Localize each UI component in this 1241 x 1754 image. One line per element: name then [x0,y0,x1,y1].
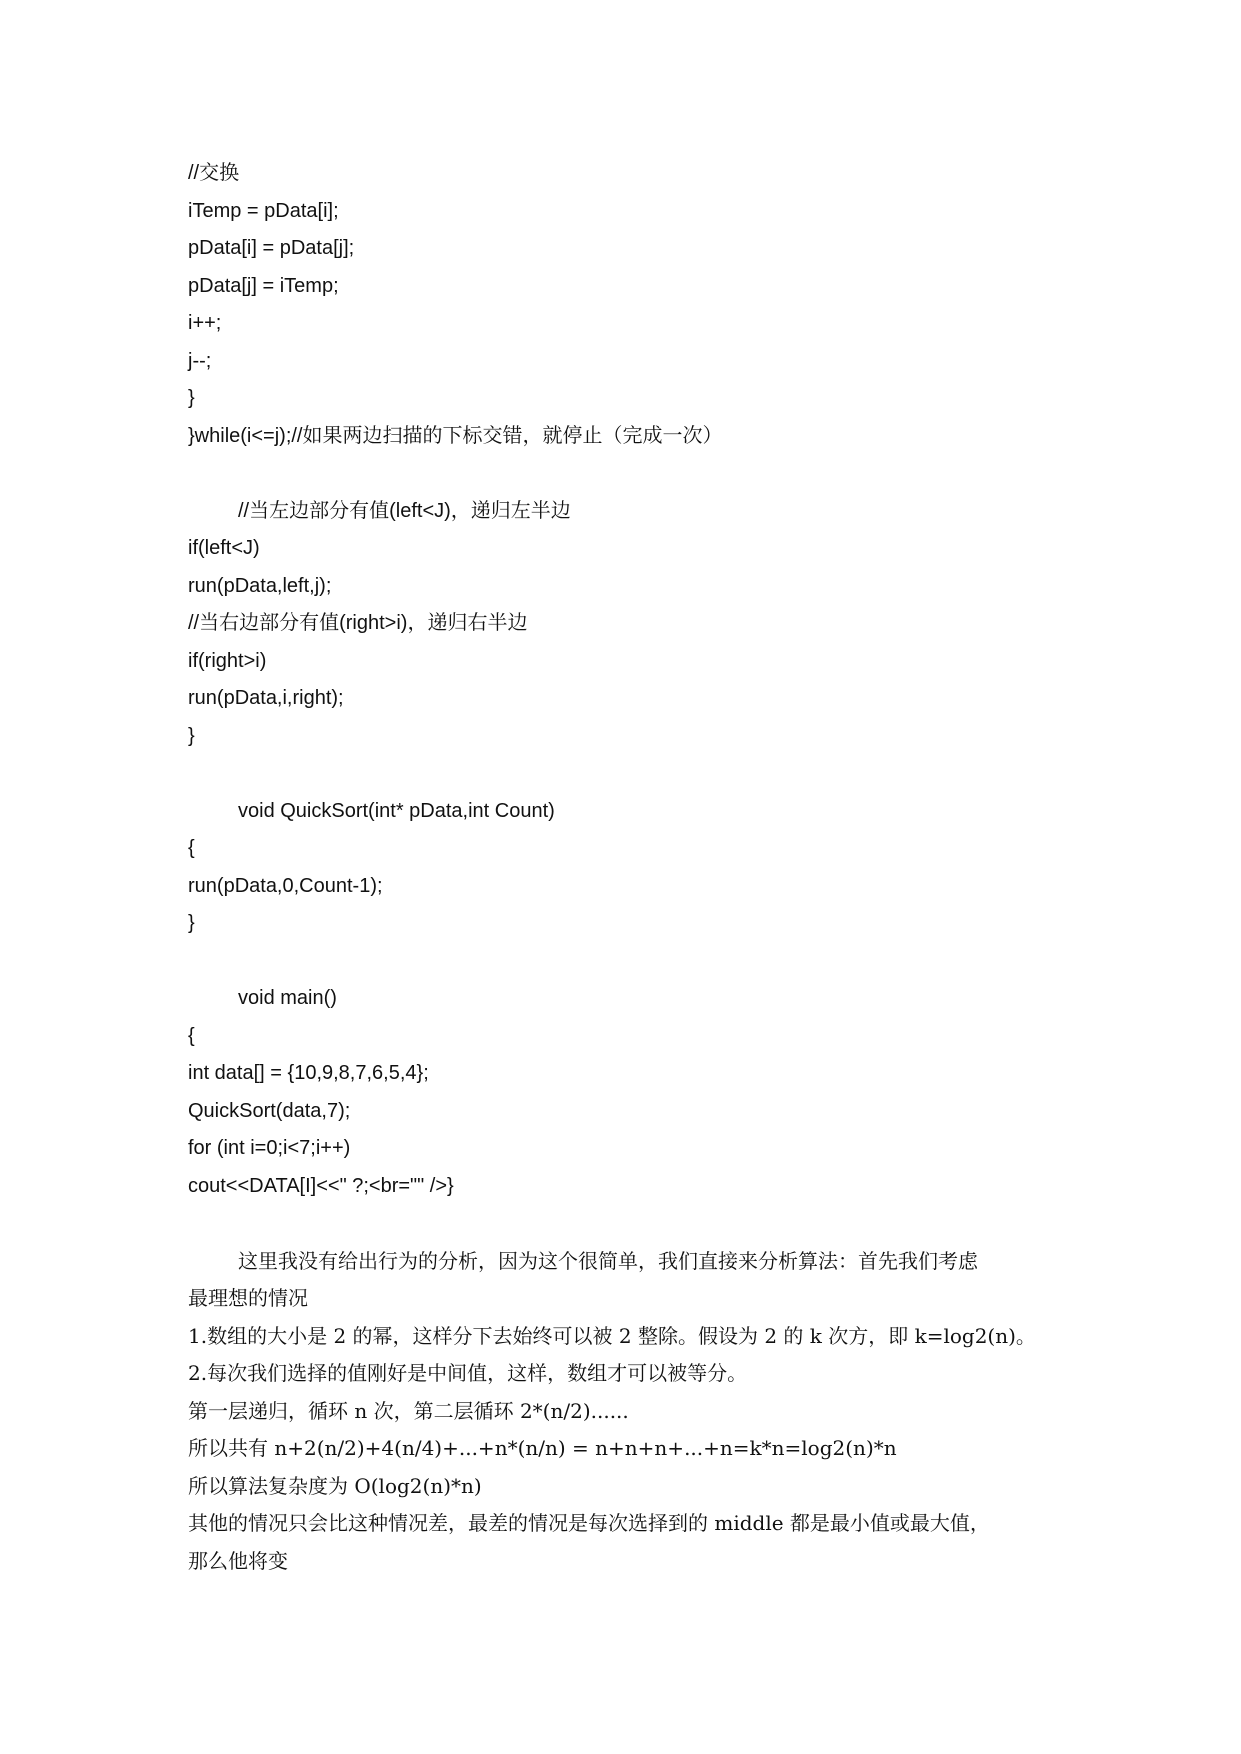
blank-line [188,455,1088,493]
code-line: } [188,724,195,747]
function-signature-line: void main() [238,987,337,1009]
prose-line: 所以共有 n+2(n/2)+4(n/4)+...+n*(n/n) = n+n+n+...+n=k*n=log2(n)*n [188,1436,897,1460]
prose-line: 2.每次我们选择的值刚好是中间值，这样，数组才可以被等分。 [188,1361,748,1385]
code-line: } [188,387,195,409]
code-line: } [188,912,195,934]
code-line: int data[] = {10,9,8,7,6,5,4}; [188,1062,429,1084]
code-line: j--; [188,349,212,372]
code-line: i++; [188,312,222,334]
function-signature-line: void QuickSort(int* pData,int Count) [238,799,555,822]
code-line: cout<<DATA[I]<<" ?;<br="" />} [188,1174,454,1197]
code-comment-line: //当左边部分有值(left<J)，递归左半边 [238,499,571,522]
code-line: iTemp = pData[i]; [188,199,339,222]
blank-line [188,755,1088,793]
prose-line: 最理想的情况 [188,1286,308,1310]
prose-line: 第一层递归，循环 n 次，第二层循环 2*(n/2)...... [188,1398,629,1423]
code-line: run(pData,0,Count-1); [188,874,383,897]
code-line: }while(i<=j);//如果两边扫描的下标交错，就停止（完成一次） [188,424,723,447]
prose-line: 那么他将变 [188,1548,288,1573]
prose-line: 所以算法复杂度为 O(log2(n)*n) [188,1473,482,1498]
prose-line: 1.数组的大小是 2 的幂，这样分下去始终可以被 2 整除。假设为 2 的 k 次方，即 k=log2(n)。 [188,1323,1036,1348]
prose-paragraph-line: 这里我没有给出行为的分析，因为这个很简单，我们直接来分析算法：首先我们考虑 [238,1248,978,1273]
code-comment-line: //当右边部分有值(right>i)，递归右半边 [188,612,528,634]
code-line: QuickSort(data,7); [188,1099,351,1122]
document-page [188,155,1088,1580]
code-line: run(pData,left,j); [188,574,332,597]
code-line: if(right>i) [188,649,267,672]
blank-line [188,1205,1088,1243]
blank-line [188,943,1088,981]
code-line: { [188,1024,195,1047]
code-line: if(left<J) [188,537,260,559]
code-line: { [188,837,195,859]
code-line: pData[j] = iTemp; [188,274,339,297]
code-line: for (int i=0;i<7;i++) [188,1137,351,1159]
code-line: pData[i] = pData[j]; [188,237,355,259]
prose-line: 其他的情况只会比这种情况差，最差的情况是每次选择到的 middle 都是最小值或最大值， [188,1511,990,1535]
code-line: run(pData,i,right); [188,687,344,709]
code-line: //交换 [188,162,240,184]
